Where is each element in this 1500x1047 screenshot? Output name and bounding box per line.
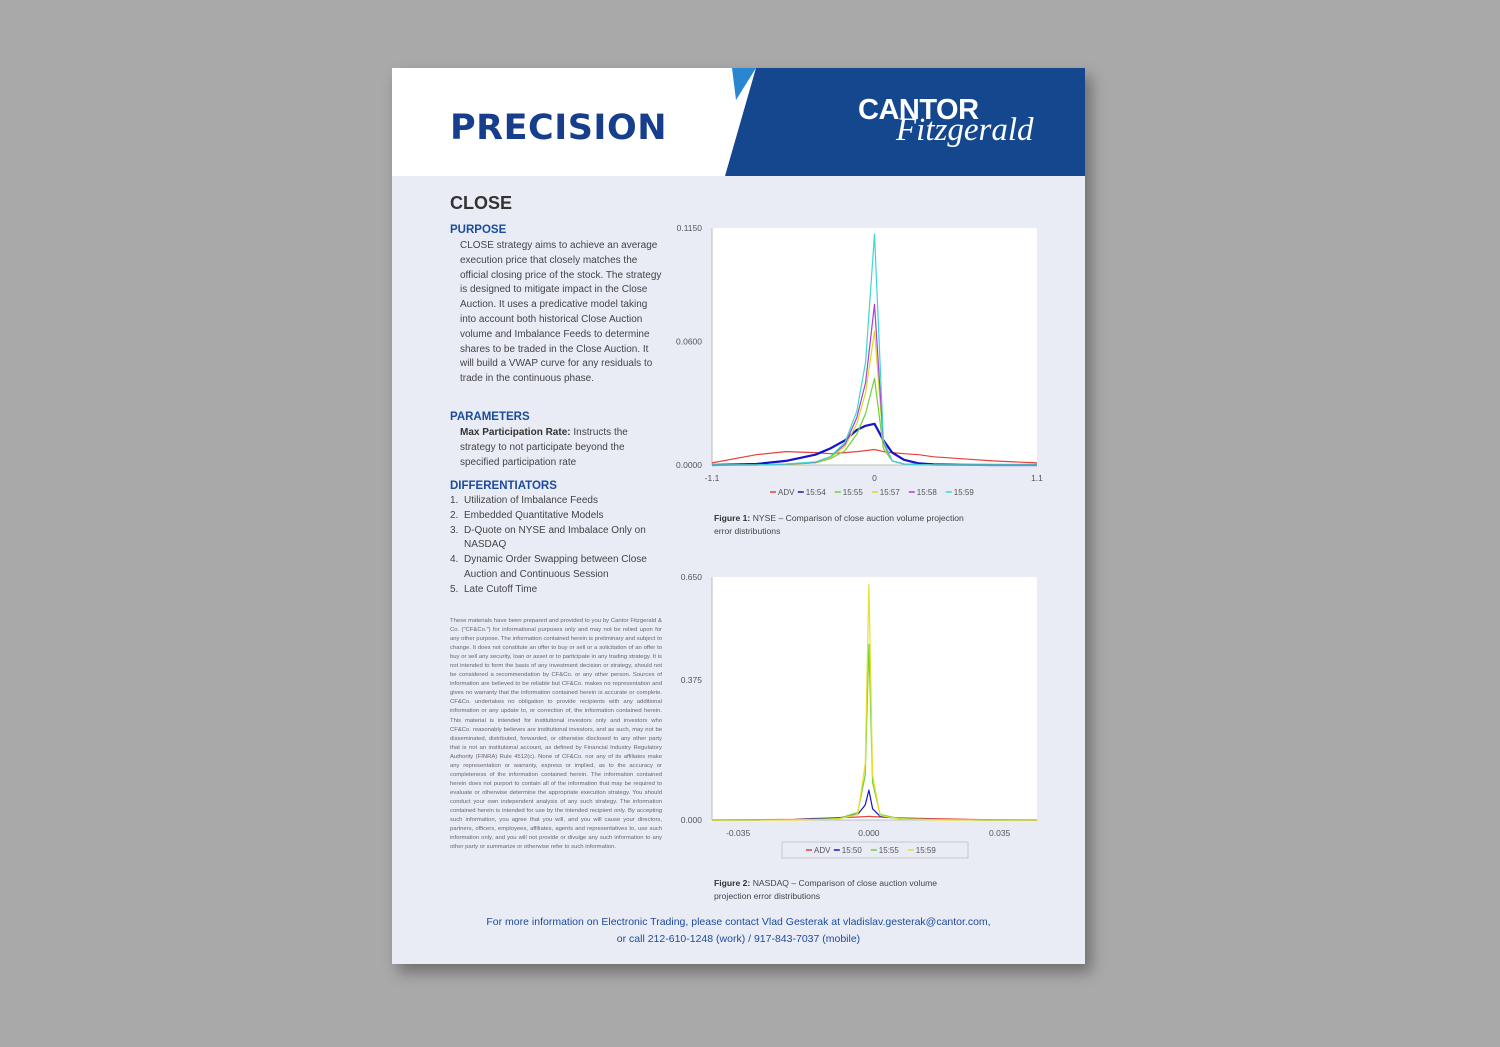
legend-label: ADV [778,488,795,497]
disclaimer-text: These materials have been prepared and provided to you by Cantor Fitzgerald & Co. ("CF&Co.") for informational purposes only and may not be relied upon for any other purpose. The information contained herein is preliminary and subject to change. It does not constitute an offer to buy or sell or a solicitation of an offer to buy or sell any security, loan or asset or to participate in any trading strategy. It is not intended to form the basis of any investment decision or strategy, should not be considered a recommendation by CF&Co. or any other person. Sources of information are believed to be reliable but CF&Co. makes no representation and gives no warranty that the information contained herein is accurate or complete. CF&Co. undertakes no obligation to provide recipients with any additional information or any update to, or correction of, the information contained herein. This material is intended for institutional investors only and investors who CF&Co. reasonably believes are institutional investors, and as such, may not be disseminated, distributed, forwarded, or otherwise disclosed to any other party that is not an institutional account, as defined by Financial Industry Regulatory Authority (FINRA) Rule 4512(c). None of CF&Co. nor any of its affiliates make any representation or warranty, express or implied, as to the accuracy or completeness of the information contained herein. The information contained herein does not purport to contain all of the information that may be required to evaluate or otherwise determine the appropriate execution strategy. You should conduct your own independent analysis of any such strategy. The information contained herein is intended for use by the intended recipient only. By accepting such information, you agree that you will, and you will cause your directors, partners, officers, employees, affiliates, agents and representatives to, use such information only, and you will not provide or divulge any such information to any other party or summarize or otherwise refer to such information. [450,618,662,851]
list-item: 5. Late Cutoff Time [450,583,538,595]
precision-logo: PRECISION [450,108,667,148]
purpose-text: CLOSE strategy aims to achieve an average execution price that closely matches the official closing price of the stock. The strategy is designed to mitigate impact in the Close Auction. It uses a predicative model taking into account both historical Close Auction volume and Imbalance Feeds to determine shares to be traded in the Close Auction. It will build a VWAP curve for any residuals to trade in the continuous phase. [460,240,662,385]
y-tick-label: 0.650 [680,572,702,582]
contact-line-2: or call 212-610-1248 (work) / 917-843-7037 (mobile) [616,932,861,945]
purpose-heading: PURPOSE [450,224,507,236]
legend-label: 15:55 [842,488,863,497]
parameters-text [460,426,665,470]
header-banner [392,68,1085,176]
y-tick-label: 0.375 [680,674,702,685]
list-item: 1. Utilization of Imbalance Feeds [450,495,598,506]
y-tick-label: 0.0000 [676,460,702,470]
contact-line-1: For more information on Electronic Trading, please contact Vlad Gesterak at vladislav.gesterak@cantor.com, [486,916,991,928]
parameter-label: Max Participation Rate: [460,427,571,438]
legend-label: 15:59 [915,846,936,855]
figure-2-text: NASDAQ – Comparison of close auction volume projection error distributions [714,878,938,901]
list-item: 4. Dynamic Order Swapping between Close Auction and Continuous Session [450,554,647,580]
parameter-description: Instructs the strategy to not participate beyond the specified participation rate [460,427,628,468]
plot-area [712,228,1037,465]
legend-label: 15:54 [805,488,826,497]
x-tick-label: 0 [872,473,877,483]
x-tick-label: 1.1 [1031,473,1043,483]
nasdaq-chart [662,568,1022,868]
differentiators-heading: DIFFERENTIATORS [450,480,557,492]
figure-1-label: Figure 1: [714,513,751,523]
contact-footer [392,914,1085,947]
parameters-heading: PARAMETERS [450,411,530,423]
x-tick-label: 0.000 [858,828,880,838]
legend-label: 15:59 [953,488,974,497]
figure-2-caption [714,877,964,903]
y-tick-label: 0.0600 [676,336,702,347]
cantor-logo-top: CANTOR [858,94,979,126]
x-tick-label: -0.035 [726,828,751,838]
differentiators-list [450,494,665,598]
y-tick-label: 0.1150 [676,223,702,233]
nyse-chart [662,218,1043,508]
page-title: CLOSE [450,193,513,213]
figure-2-label: Figure 2: [714,878,751,888]
document-page [392,68,1085,964]
list-item: 2. Embedded Quantitative Models [450,509,604,521]
legend-label: ADV [814,846,831,855]
figure-1-caption [714,512,964,538]
chart-svg [662,568,1022,868]
legend-label: 15:58 [916,488,937,497]
chart-svg [662,218,1043,508]
legend-label: 15:57 [879,488,900,497]
x-tick-label: 0.035 [989,828,1011,838]
list-item: 3. D-Quote on NYSE and Imbalace Only on NASDAQ [450,524,646,551]
figure-1-text: NYSE – Comparison of close auction volume projection error distributions [714,513,964,536]
x-tick-label: -1.1 [704,473,720,483]
legend-label: 15:55 [878,846,899,855]
legend-label: 15:50 [841,846,862,855]
y-tick-label: 0.000 [680,815,702,825]
cantor-logo-bottom: Fitzgerald [896,112,1034,148]
